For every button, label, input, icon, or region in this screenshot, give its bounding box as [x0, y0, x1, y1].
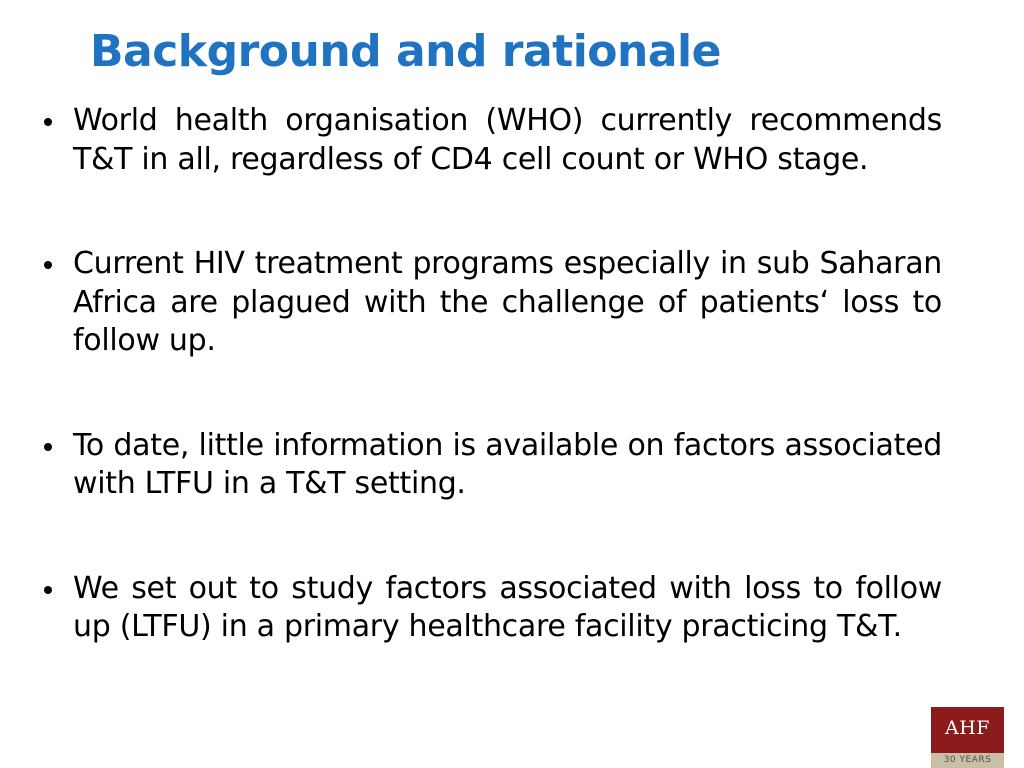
bullet-item — [40, 102, 942, 179]
logo-band — [931, 753, 1004, 768]
bullet-dot-icon — [44, 118, 52, 126]
bullet-dot-icon — [44, 586, 52, 594]
slide-title: Background and rationale — [90, 26, 721, 77]
logo-subtext: 30 YEARS — [943, 755, 992, 765]
bullet-dot-icon — [44, 261, 52, 269]
bullet-dot-icon — [44, 443, 52, 451]
bullet-text: World health organisation (WHO) currently recommends T&T in all, regardless of CD4 cell count or WHO stage. — [73, 103, 942, 177]
bullet-item — [40, 245, 942, 361]
bullet-item — [40, 570, 942, 647]
bullet-list — [40, 102, 942, 647]
bullet-text: We set out to study factors associated with loss to follow up (LTFU) in a primary healthcare facility practicing T&T. — [73, 570, 942, 644]
bullet-item — [40, 427, 942, 504]
bullet-text: Current HIV treatment programs especially in sub Saharan Africa are plagued with the challenge of patients‘ loss to follow up. — [73, 246, 942, 358]
bullet-text: To date, little information is available on factors associated with LTFU in a T&T setting. — [73, 427, 942, 501]
logo-text: AHF — [945, 717, 990, 739]
ahf-logo — [931, 707, 1004, 768]
